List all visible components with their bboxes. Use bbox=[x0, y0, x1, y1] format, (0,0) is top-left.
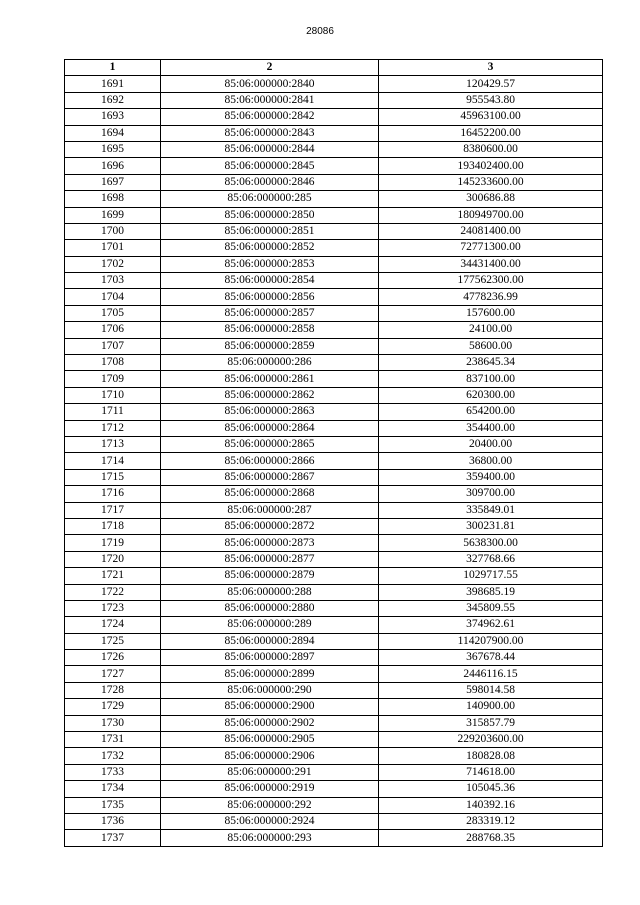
row-number-cell: 1733 bbox=[65, 764, 161, 780]
row-number-cell: 1736 bbox=[65, 813, 161, 829]
table-row bbox=[65, 436, 603, 452]
row-number-cell: 1703 bbox=[65, 273, 161, 289]
table-row bbox=[65, 338, 603, 354]
value-cell: 229203600.00 bbox=[379, 732, 603, 748]
cadastral-number-cell: 85:06:000000:286 bbox=[161, 355, 379, 371]
row-number-cell: 1726 bbox=[65, 650, 161, 666]
cadastral-number-cell: 85:06:000000:293 bbox=[161, 830, 379, 846]
row-number-cell: 1735 bbox=[65, 797, 161, 813]
row-number-cell: 1712 bbox=[65, 420, 161, 436]
cadastral-number-cell: 85:06:000000:2844 bbox=[161, 141, 379, 157]
cadastral-number-cell: 85:06:000000:2866 bbox=[161, 453, 379, 469]
row-number-cell: 1730 bbox=[65, 715, 161, 731]
table-row bbox=[65, 256, 603, 272]
value-cell: 34431400.00 bbox=[379, 256, 603, 272]
row-number-cell: 1737 bbox=[65, 830, 161, 846]
table-row bbox=[65, 207, 603, 223]
table-row bbox=[65, 109, 603, 125]
value-cell: 105045.36 bbox=[379, 781, 603, 797]
table-row bbox=[65, 371, 603, 387]
row-number-cell: 1710 bbox=[65, 387, 161, 403]
row-number-cell: 1720 bbox=[65, 551, 161, 567]
row-number-cell: 1708 bbox=[65, 355, 161, 371]
row-number-cell: 1709 bbox=[65, 371, 161, 387]
table-row bbox=[65, 191, 603, 207]
value-cell: 288768.35 bbox=[379, 830, 603, 846]
cadastral-number-cell: 85:06:000000:2873 bbox=[161, 535, 379, 551]
cadastral-number-cell: 85:06:000000:2842 bbox=[161, 109, 379, 125]
cadastral-number-cell: 85:06:000000:2902 bbox=[161, 715, 379, 731]
table-row bbox=[65, 240, 603, 256]
table-row bbox=[65, 223, 603, 239]
row-number-cell: 1691 bbox=[65, 76, 161, 92]
value-cell: 398685.19 bbox=[379, 584, 603, 600]
table-row bbox=[65, 404, 603, 420]
cadastral-number-cell: 85:06:000000:2856 bbox=[161, 289, 379, 305]
row-number-cell: 1727 bbox=[65, 666, 161, 682]
row-number-cell: 1722 bbox=[65, 584, 161, 600]
value-cell: 345809.55 bbox=[379, 600, 603, 616]
table-row bbox=[65, 355, 603, 371]
cadastral-number-cell: 85:06:000000:2846 bbox=[161, 174, 379, 190]
column-header-3: 3 bbox=[379, 60, 603, 76]
table-row bbox=[65, 469, 603, 485]
table-row bbox=[65, 387, 603, 403]
row-number-cell: 1715 bbox=[65, 469, 161, 485]
cadastral-number-cell: 85:06:000000:288 bbox=[161, 584, 379, 600]
value-cell: 837100.00 bbox=[379, 371, 603, 387]
cadastral-number-cell: 85:06:000000:2851 bbox=[161, 223, 379, 239]
cadastral-number-cell: 85:06:000000:2864 bbox=[161, 420, 379, 436]
row-number-cell: 1729 bbox=[65, 699, 161, 715]
table-row bbox=[65, 174, 603, 190]
column-header-2: 2 bbox=[161, 60, 379, 76]
table-row bbox=[65, 600, 603, 616]
value-cell: 327768.66 bbox=[379, 551, 603, 567]
cadastral-number-cell: 85:06:000000:2906 bbox=[161, 748, 379, 764]
cadastral-number-cell: 85:06:000000:2841 bbox=[161, 92, 379, 108]
cadastral-number-cell: 85:06:000000:287 bbox=[161, 502, 379, 518]
table-row bbox=[65, 141, 603, 157]
table-row bbox=[65, 502, 603, 518]
value-cell: 193402400.00 bbox=[379, 158, 603, 174]
table-row bbox=[65, 797, 603, 813]
table-row bbox=[65, 650, 603, 666]
value-cell: 140392.16 bbox=[379, 797, 603, 813]
table-header-row bbox=[65, 60, 603, 76]
table-row bbox=[65, 158, 603, 174]
cadastral-number-cell: 85:06:000000:2919 bbox=[161, 781, 379, 797]
cadastral-number-cell: 85:06:000000:285 bbox=[161, 191, 379, 207]
table-row bbox=[65, 764, 603, 780]
value-cell: 598014.58 bbox=[379, 682, 603, 698]
row-number-cell: 1725 bbox=[65, 633, 161, 649]
row-number-cell: 1721 bbox=[65, 568, 161, 584]
value-cell: 24081400.00 bbox=[379, 223, 603, 239]
cadastral-number-cell: 85:06:000000:2879 bbox=[161, 568, 379, 584]
value-cell: 180949700.00 bbox=[379, 207, 603, 223]
table-row bbox=[65, 486, 603, 502]
cadastral-number-cell: 85:06:000000:2859 bbox=[161, 338, 379, 354]
cadastral-value-table bbox=[64, 59, 603, 847]
row-number-cell: 1723 bbox=[65, 600, 161, 616]
row-number-cell: 1724 bbox=[65, 617, 161, 633]
cadastral-number-cell: 85:06:000000:2840 bbox=[161, 76, 379, 92]
value-cell: 24100.00 bbox=[379, 322, 603, 338]
table-body bbox=[65, 76, 603, 846]
cadastral-number-cell: 85:06:000000:2894 bbox=[161, 633, 379, 649]
value-cell: 714618.00 bbox=[379, 764, 603, 780]
row-number-cell: 1716 bbox=[65, 486, 161, 502]
table-row bbox=[65, 76, 603, 92]
table-row bbox=[65, 715, 603, 731]
row-number-cell: 1707 bbox=[65, 338, 161, 354]
value-cell: 654200.00 bbox=[379, 404, 603, 420]
value-cell: 300231.81 bbox=[379, 518, 603, 534]
table-row bbox=[65, 699, 603, 715]
cadastral-number-cell: 85:06:000000:2857 bbox=[161, 305, 379, 321]
value-cell: 4778236.99 bbox=[379, 289, 603, 305]
table-row bbox=[65, 92, 603, 108]
value-cell: 5638300.00 bbox=[379, 535, 603, 551]
value-cell: 300686.88 bbox=[379, 191, 603, 207]
value-cell: 177562300.00 bbox=[379, 273, 603, 289]
row-number-cell: 1713 bbox=[65, 436, 161, 452]
row-number-cell: 1700 bbox=[65, 223, 161, 239]
value-cell: 45963100.00 bbox=[379, 109, 603, 125]
row-number-cell: 1701 bbox=[65, 240, 161, 256]
value-cell: 955543.80 bbox=[379, 92, 603, 108]
cadastral-number-cell: 85:06:000000:2863 bbox=[161, 404, 379, 420]
value-cell: 140900.00 bbox=[379, 699, 603, 715]
cadastral-number-cell: 85:06:000000:2865 bbox=[161, 436, 379, 452]
value-cell: 335849.01 bbox=[379, 502, 603, 518]
table-row bbox=[65, 682, 603, 698]
value-cell: 359400.00 bbox=[379, 469, 603, 485]
table-row bbox=[65, 781, 603, 797]
cadastral-number-cell: 85:06:000000:289 bbox=[161, 617, 379, 633]
row-number-cell: 1719 bbox=[65, 535, 161, 551]
value-cell: 309700.00 bbox=[379, 486, 603, 502]
row-number-cell: 1705 bbox=[65, 305, 161, 321]
value-cell: 180828.08 bbox=[379, 748, 603, 764]
row-number-cell: 1699 bbox=[65, 207, 161, 223]
row-number-cell: 1692 bbox=[65, 92, 161, 108]
row-number-cell: 1734 bbox=[65, 781, 161, 797]
table-row bbox=[65, 518, 603, 534]
cadastral-number-cell: 85:06:000000:292 bbox=[161, 797, 379, 813]
cadastral-number-cell: 85:06:000000:2872 bbox=[161, 518, 379, 534]
page-number: 28086 bbox=[306, 26, 334, 37]
value-cell: 8380600.00 bbox=[379, 141, 603, 157]
cadastral-number-cell: 85:06:000000:2900 bbox=[161, 699, 379, 715]
row-number-cell: 1706 bbox=[65, 322, 161, 338]
value-cell: 58600.00 bbox=[379, 338, 603, 354]
table-row bbox=[65, 633, 603, 649]
table-row bbox=[65, 551, 603, 567]
value-cell: 114207900.00 bbox=[379, 633, 603, 649]
cadastral-number-cell: 85:06:000000:2924 bbox=[161, 813, 379, 829]
table-row bbox=[65, 535, 603, 551]
row-number-cell: 1696 bbox=[65, 158, 161, 174]
row-number-cell: 1693 bbox=[65, 109, 161, 125]
row-number-cell: 1714 bbox=[65, 453, 161, 469]
cadastral-number-cell: 85:06:000000:2854 bbox=[161, 273, 379, 289]
value-cell: 72771300.00 bbox=[379, 240, 603, 256]
cadastral-number-cell: 85:06:000000:2845 bbox=[161, 158, 379, 174]
table-row bbox=[65, 305, 603, 321]
row-number-cell: 1704 bbox=[65, 289, 161, 305]
row-number-cell: 1694 bbox=[65, 125, 161, 141]
cadastral-number-cell: 85:06:000000:2850 bbox=[161, 207, 379, 223]
table-row bbox=[65, 568, 603, 584]
cadastral-number-cell: 85:06:000000:2867 bbox=[161, 469, 379, 485]
value-cell: 374962.61 bbox=[379, 617, 603, 633]
table-row bbox=[65, 273, 603, 289]
value-cell: 620300.00 bbox=[379, 387, 603, 403]
cadastral-number-cell: 85:06:000000:2868 bbox=[161, 486, 379, 502]
cadastral-number-cell: 85:06:000000:2852 bbox=[161, 240, 379, 256]
row-number-cell: 1718 bbox=[65, 518, 161, 534]
cadastral-number-cell: 85:06:000000:2862 bbox=[161, 387, 379, 403]
column-header-1: 1 bbox=[65, 60, 161, 76]
cadastral-number-cell: 85:06:000000:2897 bbox=[161, 650, 379, 666]
table-row bbox=[65, 830, 603, 846]
value-cell: 145233600.00 bbox=[379, 174, 603, 190]
row-number-cell: 1731 bbox=[65, 732, 161, 748]
row-number-cell: 1728 bbox=[65, 682, 161, 698]
cadastral-number-cell: 85:06:000000:291 bbox=[161, 764, 379, 780]
row-number-cell: 1711 bbox=[65, 404, 161, 420]
row-number-cell: 1697 bbox=[65, 174, 161, 190]
value-cell: 238645.34 bbox=[379, 355, 603, 371]
value-cell: 2446116.15 bbox=[379, 666, 603, 682]
table-row bbox=[65, 322, 603, 338]
cadastral-number-cell: 85:06:000000:2861 bbox=[161, 371, 379, 387]
table-row bbox=[65, 732, 603, 748]
table-row bbox=[65, 289, 603, 305]
value-cell: 20400.00 bbox=[379, 436, 603, 452]
cadastral-number-cell: 85:06:000000:2843 bbox=[161, 125, 379, 141]
row-number-cell: 1717 bbox=[65, 502, 161, 518]
cadastral-number-cell: 85:06:000000:2899 bbox=[161, 666, 379, 682]
value-cell: 1029717.55 bbox=[379, 568, 603, 584]
value-cell: 315857.79 bbox=[379, 715, 603, 731]
table-row bbox=[65, 666, 603, 682]
value-cell: 36800.00 bbox=[379, 453, 603, 469]
table-row bbox=[65, 813, 603, 829]
row-number-cell: 1698 bbox=[65, 191, 161, 207]
table-row bbox=[65, 584, 603, 600]
value-cell: 16452200.00 bbox=[379, 125, 603, 141]
row-number-cell: 1702 bbox=[65, 256, 161, 272]
row-number-cell: 1732 bbox=[65, 748, 161, 764]
table-row bbox=[65, 125, 603, 141]
table-row bbox=[65, 420, 603, 436]
table-row bbox=[65, 748, 603, 764]
value-cell: 157600.00 bbox=[379, 305, 603, 321]
value-cell: 120429.57 bbox=[379, 76, 603, 92]
value-cell: 367678.44 bbox=[379, 650, 603, 666]
value-cell: 354400.00 bbox=[379, 420, 603, 436]
table-row bbox=[65, 617, 603, 633]
cadastral-number-cell: 85:06:000000:2880 bbox=[161, 600, 379, 616]
table-row bbox=[65, 453, 603, 469]
cadastral-number-cell: 85:06:000000:2858 bbox=[161, 322, 379, 338]
cadastral-number-cell: 85:06:000000:2905 bbox=[161, 732, 379, 748]
value-cell: 283319.12 bbox=[379, 813, 603, 829]
cadastral-number-cell: 85:06:000000:290 bbox=[161, 682, 379, 698]
cadastral-number-cell: 85:06:000000:2877 bbox=[161, 551, 379, 567]
row-number-cell: 1695 bbox=[65, 141, 161, 157]
cadastral-number-cell: 85:06:000000:2853 bbox=[161, 256, 379, 272]
